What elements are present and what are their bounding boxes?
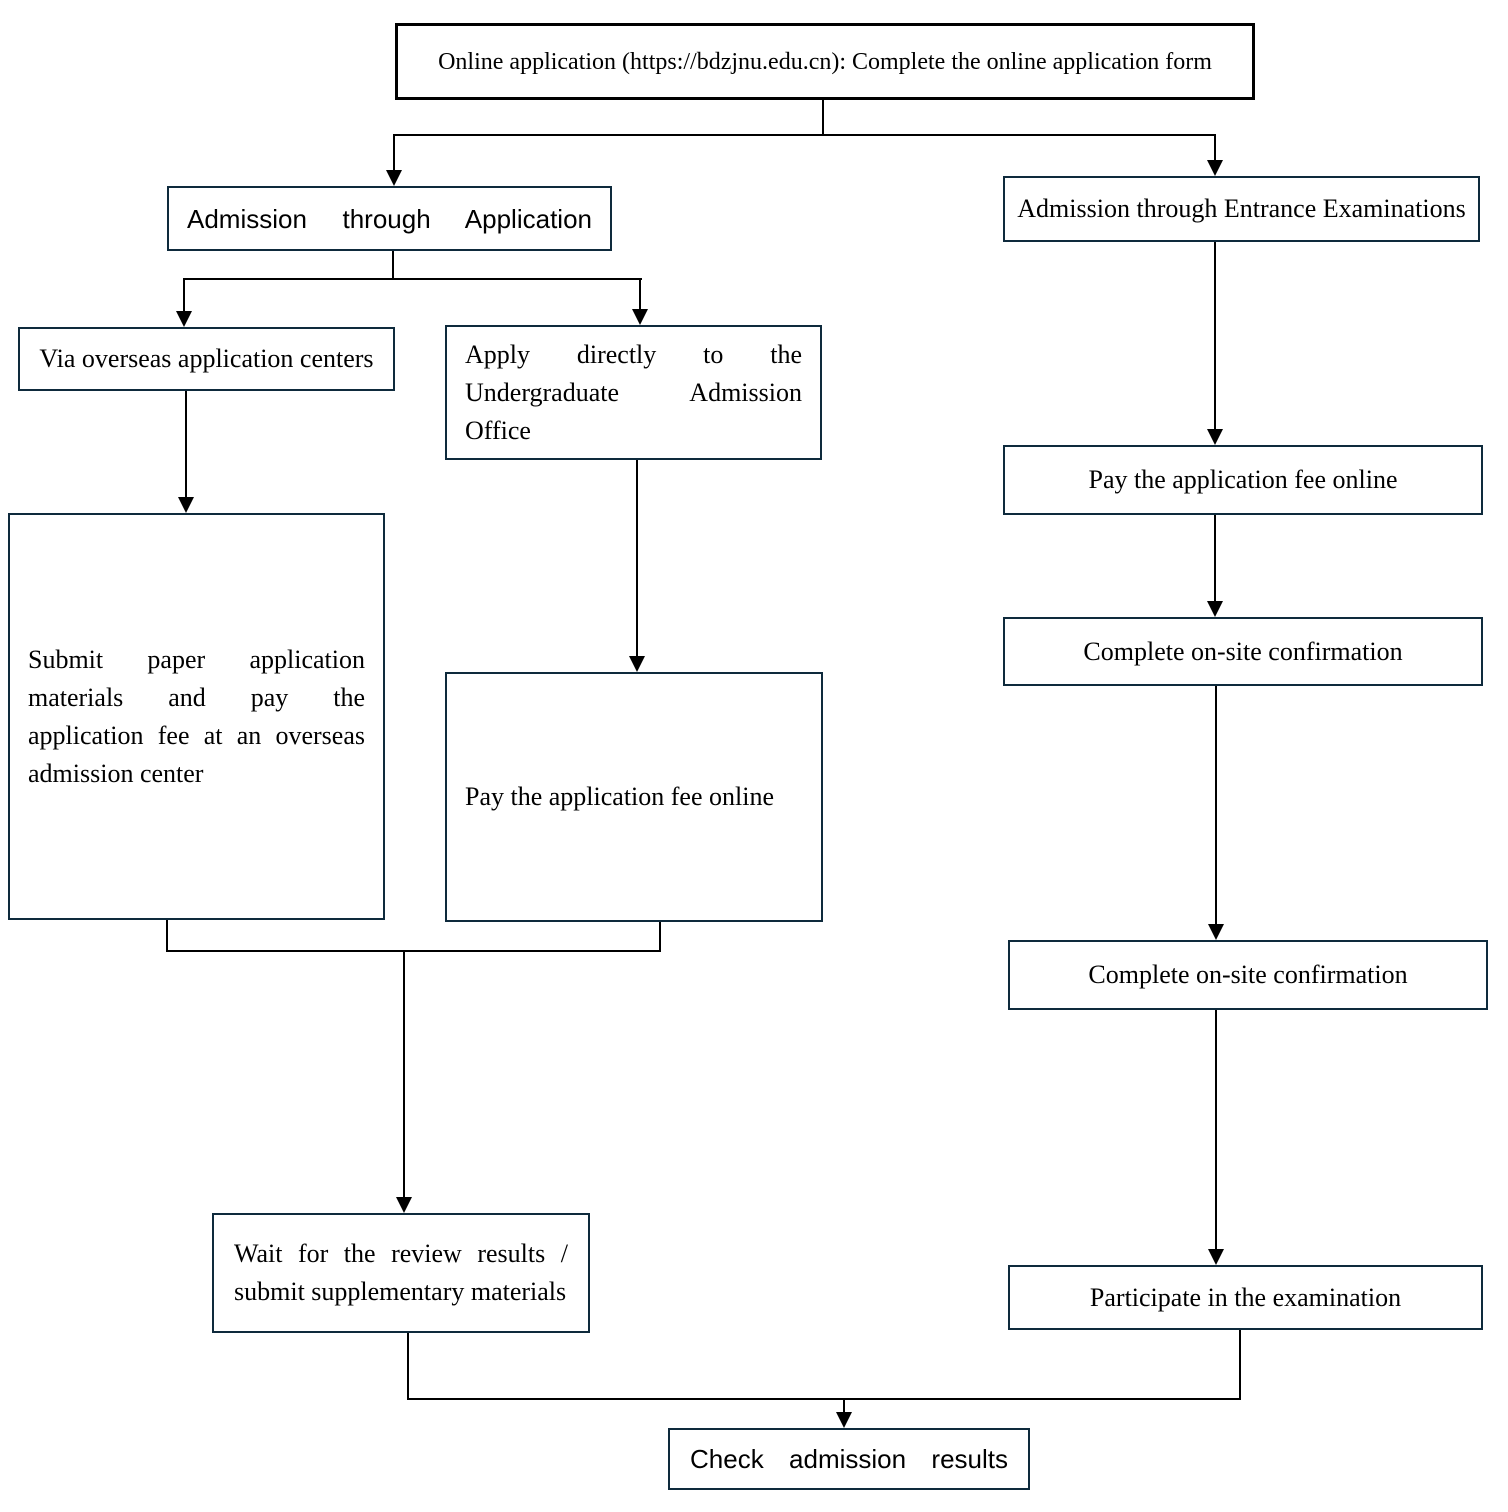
connector-top-split-horizontal xyxy=(393,134,1216,136)
node-pay-application-fee-online-right-label: Pay the application fee online xyxy=(1088,465,1398,494)
node-apply-directly-undergraduate-admission-office xyxy=(445,325,822,460)
arrowhead-to-overseas xyxy=(176,311,192,327)
node-online-application xyxy=(395,23,1255,100)
arrowhead-to-admission-application xyxy=(386,170,402,186)
connector-bottom-merge-horizontal xyxy=(407,1398,1241,1400)
connector-exams-to-pay xyxy=(1214,242,1216,431)
connector-pay-to-confirm1 xyxy=(1214,515,1216,603)
node-admission-through-entrance-examinations xyxy=(1003,176,1480,242)
connector-confirm1-to-confirm2 xyxy=(1215,686,1217,926)
node-online-application-label: Online application (https://bdzjnu.edu.cn): Complete the online application form xyxy=(438,48,1212,75)
arrowhead-to-apply-directly xyxy=(632,309,648,325)
connector-to-apply-directly xyxy=(639,278,641,311)
node-check-admission-results xyxy=(668,1428,1030,1490)
arrowhead-to-submit xyxy=(178,497,194,513)
node-complete-onsite-confirmation-1 xyxy=(1003,617,1483,686)
node-admission-through-application xyxy=(167,186,612,251)
connector-application-stem xyxy=(392,251,394,280)
node-via-overseas-application-centers-label: Via overseas application centers xyxy=(39,344,374,373)
node-pay-application-fee-online-right xyxy=(1003,445,1483,515)
node-complete-onsite-confirmation-1-label: Complete on-site confirmation xyxy=(1083,636,1403,666)
node-participate-in-examination-label: Participate in the examination xyxy=(1089,1282,1402,1312)
connector-submit-descender xyxy=(166,920,168,952)
connector-participate-descender xyxy=(1239,1330,1241,1400)
node-apply-directly-label: Apply directly to the Undergraduate Admission Office xyxy=(465,339,802,445)
connector-overseas-to-submit xyxy=(185,391,187,499)
node-wait-for-review-results-label: Wait for the review results / submit supplementary materials xyxy=(234,1239,568,1306)
arrowhead-to-participate xyxy=(1208,1249,1224,1265)
arrowhead-to-pay-left xyxy=(629,656,645,672)
node-submit-paper-label: Submit paper application materials and pay the application fee at an overseas admission center xyxy=(28,644,365,788)
arrowhead-to-pay-right xyxy=(1207,429,1223,445)
connector-to-overseas xyxy=(183,278,185,313)
node-submit-paper-application-materials xyxy=(8,513,385,920)
arrowhead-to-check xyxy=(836,1412,852,1428)
connector-to-admission-exams xyxy=(1214,134,1216,162)
connector-left-merge-horizontal xyxy=(166,950,661,952)
connector-confirm2-to-participate xyxy=(1215,1010,1217,1251)
connector-pay-left-descender xyxy=(659,922,661,952)
node-admission-through-application-label: Admission through Application xyxy=(187,203,592,234)
connector-to-admission-application xyxy=(393,134,395,172)
connector-direct-to-pay xyxy=(636,460,638,658)
connector-online-stem xyxy=(822,100,824,136)
arrowhead-to-admission-exams xyxy=(1207,160,1223,176)
node-pay-application-fee-online-left-label: Pay the application fee online xyxy=(465,782,775,811)
node-participate-in-examination xyxy=(1008,1265,1483,1330)
node-wait-for-review-results xyxy=(212,1213,590,1333)
connector-wait-descender xyxy=(407,1333,409,1400)
node-admission-through-entrance-examinations-label: Admission through Entrance Examinations xyxy=(1017,194,1466,223)
node-complete-onsite-confirmation-2-label: Complete on-site confirmation xyxy=(1088,960,1408,989)
node-pay-application-fee-online-left xyxy=(445,672,823,922)
node-complete-onsite-confirmation-2 xyxy=(1008,940,1488,1010)
connector-merge-to-wait xyxy=(403,950,405,1199)
arrowhead-to-wait xyxy=(396,1197,412,1213)
arrowhead-to-confirm1 xyxy=(1207,601,1223,617)
arrowhead-to-confirm2 xyxy=(1208,924,1224,940)
node-check-admission-results-label: Check admission results xyxy=(690,1444,1008,1474)
node-via-overseas-application-centers xyxy=(18,327,395,391)
connector-application-split-horizontal xyxy=(183,278,642,280)
